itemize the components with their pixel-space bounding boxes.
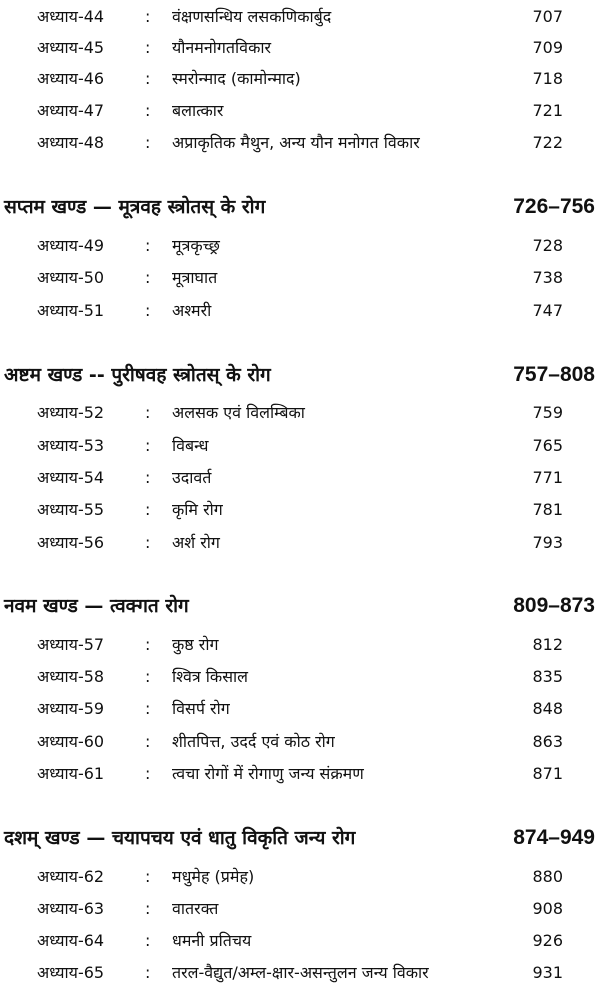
separator: :	[145, 931, 151, 950]
chapter-number: अध्याय-59	[37, 699, 105, 718]
separator: :	[145, 899, 151, 918]
separator: :	[145, 69, 151, 88]
separator: :	[145, 403, 151, 422]
separator: :	[145, 301, 151, 320]
chapter-title: मूत्रकृच्छ्र	[172, 236, 220, 255]
toc-entry	[0, 128, 600, 158]
separator: :	[145, 635, 151, 654]
chapter-title: कुष्ठ रोग	[172, 635, 219, 654]
page-number: 728	[532, 236, 563, 255]
page-number: 908	[532, 899, 563, 918]
toc-entry	[0, 463, 600, 493]
section-page-range: 726–756	[513, 195, 595, 218]
chapter-number: अध्याय-52	[37, 403, 105, 422]
toc-entry	[0, 894, 600, 924]
chapter-title: अप्राकृतिक मैथुन, अन्य यौन मनोगत विकार	[172, 133, 420, 152]
toc-entry	[0, 96, 600, 126]
separator: :	[145, 699, 151, 718]
toc-entry	[0, 263, 600, 293]
section-title: अष्टम खण्ड -- पुरीषवह स्त्रोतस् के रोग	[4, 364, 271, 386]
toc-entry	[0, 398, 600, 428]
toc-entry	[0, 630, 600, 660]
separator: :	[145, 867, 151, 886]
separator: :	[145, 38, 151, 57]
section-heading	[0, 820, 600, 856]
toc-entry	[0, 759, 600, 789]
section-title: दशम् खण्ड — चयापचय एवं धातु विकृति जन्य रोग	[4, 827, 356, 849]
chapter-title: मधुमेह (प्रमेह)	[172, 867, 255, 886]
separator: :	[145, 133, 151, 152]
chapter-number: अध्याय-60	[37, 732, 105, 751]
page-number: 721	[532, 101, 563, 120]
chapter-title: कृमि रोग	[172, 500, 223, 519]
toc-entry	[0, 33, 600, 63]
chapter-number: अध्याय-44	[37, 7, 105, 26]
toc-entry	[0, 662, 600, 692]
page-number: 835	[532, 667, 563, 686]
section-page-range: 874–949	[513, 826, 595, 849]
page-number: 880	[532, 867, 563, 886]
chapter-title: अलसक एवं विलम्बिका	[172, 403, 305, 422]
chapter-number: अध्याय-57	[37, 635, 105, 654]
chapter-title: विबन्ध	[172, 436, 209, 455]
chapter-number: अध्याय-62	[37, 867, 105, 886]
chapter-number: अध्याय-65	[37, 963, 105, 982]
chapter-title: यौनमनोगतविकार	[172, 38, 272, 57]
page-number: 848	[532, 699, 563, 718]
toc-entry	[0, 231, 600, 261]
section-title: सप्तम खण्ड — मूत्रवह स्त्रोतस् के रोग	[4, 196, 266, 218]
separator: :	[145, 732, 151, 751]
separator: :	[145, 764, 151, 783]
chapter-number: अध्याय-45	[37, 38, 105, 57]
separator: :	[145, 500, 151, 519]
separator: :	[145, 101, 151, 120]
toc-entry	[0, 528, 600, 558]
chapter-number: अध्याय-56	[37, 533, 105, 552]
chapter-number: अध्याय-46	[37, 69, 105, 88]
chapter-title: अश्मरी	[172, 301, 212, 320]
separator: :	[145, 667, 151, 686]
page-number: 771	[532, 468, 563, 487]
toc-entry	[0, 64, 600, 94]
page-number: 747	[532, 301, 563, 320]
page-number: 709	[532, 38, 563, 57]
section-heading	[0, 357, 600, 393]
page-number: 765	[532, 436, 563, 455]
chapter-title: श्वित्र किसाल	[172, 667, 248, 686]
toc-entry	[0, 958, 600, 988]
chapter-number: अध्याय-54	[37, 468, 105, 487]
separator: :	[145, 436, 151, 455]
chapter-title: शीतपित्त, उदर्द एवं कोठ रोग	[172, 732, 335, 751]
chapter-number: अध्याय-47	[37, 101, 105, 120]
chapter-number: अध्याय-61	[37, 764, 105, 783]
page-number: 738	[532, 268, 563, 287]
separator: :	[145, 268, 151, 287]
chapter-number: अध्याय-50	[37, 268, 105, 287]
page-number: 759	[532, 403, 563, 422]
toc-entry	[0, 862, 600, 892]
toc-entry	[0, 296, 600, 326]
page-number: 707	[532, 7, 563, 26]
section-title: नवम खण्ड — त्वक्गत रोग	[4, 595, 189, 617]
chapter-number: अध्याय-58	[37, 667, 105, 686]
section-heading	[0, 189, 600, 225]
toc-entry	[0, 727, 600, 757]
section-page-range: 809–873	[513, 594, 595, 617]
chapter-number: अध्याय-55	[37, 500, 105, 519]
page-number: 926	[532, 931, 563, 950]
chapter-title: मूत्राघात	[172, 268, 218, 287]
page-number: 863	[532, 732, 563, 751]
page-number: 793	[532, 533, 563, 552]
page-number: 931	[532, 963, 563, 982]
section-heading	[0, 588, 600, 624]
chapter-title: स्मरोन्माद (कामोन्माद)	[172, 69, 301, 88]
chapter-number: अध्याय-48	[37, 133, 105, 152]
chapter-title: बलात्कार	[172, 101, 224, 120]
chapter-title: धमनी प्रतिचय	[172, 931, 252, 950]
page-number: 781	[532, 500, 563, 519]
page-number: 718	[532, 69, 563, 88]
chapter-number: अध्याय-63	[37, 899, 105, 918]
toc-entry	[0, 495, 600, 525]
toc-entry	[0, 2, 600, 32]
chapter-number: अध्याय-51	[37, 301, 105, 320]
separator: :	[145, 468, 151, 487]
chapter-title: वातरक्त	[172, 899, 219, 918]
chapter-number: अध्याय-53	[37, 436, 105, 455]
page-number: 722	[532, 133, 563, 152]
page-number: 812	[532, 635, 563, 654]
separator: :	[145, 963, 151, 982]
chapter-number: अध्याय-64	[37, 931, 105, 950]
section-page-range: 757–808	[513, 363, 595, 386]
separator: :	[145, 533, 151, 552]
chapter-number: अध्याय-49	[37, 236, 105, 255]
chapter-title: उदावर्त	[172, 468, 212, 487]
chapter-title: विसर्प रोग	[172, 699, 230, 718]
toc-entry	[0, 694, 600, 724]
page-number: 871	[532, 764, 563, 783]
chapter-title: वंक्षणसन्धिय लसकणिकार्बुद	[172, 7, 332, 26]
chapter-title: त्वचा रोगों में रोगाणु जन्य संक्रमण	[172, 764, 364, 783]
toc-entry	[0, 926, 600, 956]
separator: :	[145, 7, 151, 26]
chapter-title: अर्श रोग	[172, 533, 220, 552]
separator: :	[145, 236, 151, 255]
chapter-title: तरल-वैद्युत/अम्ल-क्षार-असन्तुलन जन्य विकार	[172, 963, 429, 982]
toc-entry	[0, 431, 600, 461]
